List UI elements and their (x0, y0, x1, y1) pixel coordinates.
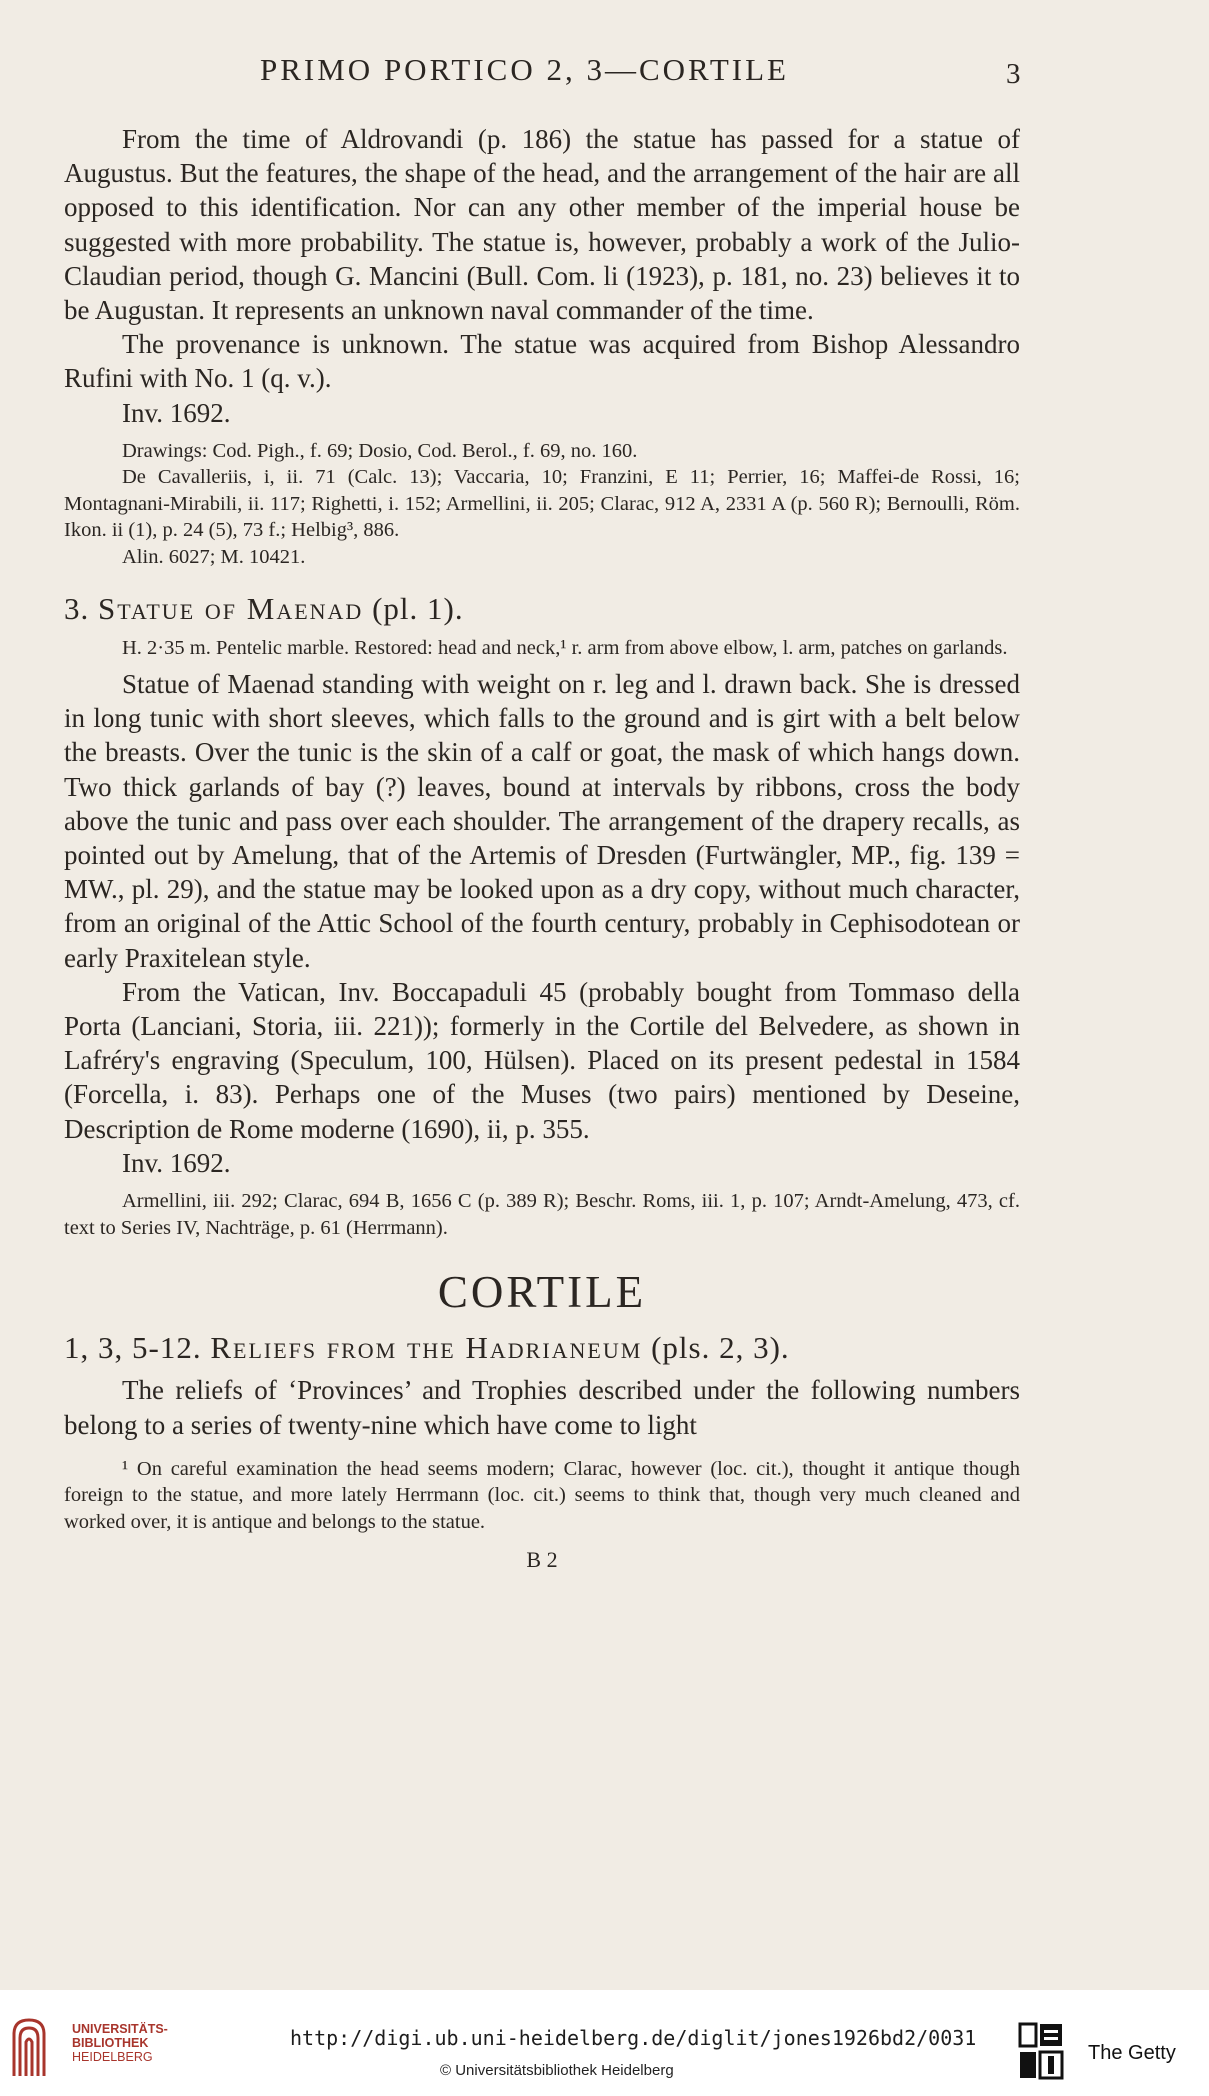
section-plate: (pls. 2, 3). (651, 1330, 790, 1366)
digitization-footer (0, 1990, 1209, 2096)
section-heading-reliefs (64, 1331, 1020, 1365)
bibliography-2 (64, 1188, 1020, 1241)
section-number: 3. (64, 591, 90, 627)
section-heading-maenad (64, 592, 1020, 626)
running-head (0, 52, 1209, 92)
measurements-note (64, 635, 1020, 662)
measurements-text: H. 2·35 m. Pentelic marble. Restored: head and neck,¹ r. arm from above elbow, l. arm, patches on garlands. (122, 636, 1008, 659)
inventory-number: Inv. 1692. (122, 1147, 231, 1178)
library-name (72, 2022, 168, 2064)
section-title: Statue of Maenad (98, 591, 364, 627)
bibliography-line: De Cavalleriis, i, ii. 71 (Calc. 13); Vaccaria, 10; Franzini, E 11; Perrier, 16; Maffei-de Rossi, 16; Montagnani-Mirabili, ii. 117; Righetti, i. 152; Armellini, ii. 205; Clarac, 912 A, 2331 A (p. 560 R); Bernoulli, Röm. Ikon. ii (1), p. 24 (5), 73 f.; Helbig³, 886. (64, 466, 1020, 542)
page-number: 3 (1006, 58, 1021, 90)
main-text (64, 122, 1020, 1578)
section-title: Reliefs from the Hadrianeum (210, 1330, 643, 1366)
library-logo-icon (10, 2016, 48, 2078)
section-plate: (pl. 1). (372, 591, 464, 627)
footnote-text: ¹ On careful examination the head seems modern; Clarac, however (loc. cit.), thought it antique though foreign to the statue, and more lately Herrmann (loc. cit.) seems to think that, though very much cleaned and worked over, it is antique and belongs to the statue. (64, 1457, 1020, 1533)
cortile-heading: CORTILE (437, 1267, 647, 1318)
getty-logo-icon (1018, 2020, 1068, 2082)
bibliography-line: Drawings: Cod. Pigh., f. 69; Dosio, Cod. Berol., f. 69, no. 160. (122, 439, 638, 462)
signature-mark: B 2 (526, 1547, 558, 1573)
bibliography-1 (64, 438, 1020, 571)
getty-name: The Getty (1088, 2042, 1176, 2064)
inventory-number: Inv. 1692. (122, 397, 231, 428)
footnote (64, 1456, 1020, 1536)
paragraph-reliefs: The reliefs of ‘Provinces’ and Trophies described under the following numbers belong to a series of twenty-nine which have come to light (64, 1375, 1020, 1440)
paragraph-augustus: From the time of Aldrovandi (p. 186) the statue has passed for a statue of Augustus. But the features, the shape of the head, and the arrangement of the hair are all opposed to this identification. Nor can any other member of the imperial house be suggested with more probability. The statue is, however, probably a work of the Julio-Claudian period, though G. Mancini (Bull. Com. li (1923), p. 181, no. 23) believes it to be Augustan. It represents an unknown naval commander of the time. (64, 124, 1020, 326)
library-line: UNIVERSITÄTS- (72, 2022, 168, 2036)
copyright-notice: © Universitätsbibliothek Heidelberg (440, 2062, 674, 2079)
library-line: HEIDELBERG (72, 2050, 153, 2064)
paragraph-provenance: The provenance is unknown. The statue was acquired from Bishop Alessandro Rufini with No. 1 (q. v.). (64, 329, 1020, 394)
running-head-title: PRIMO PORTICO 2, 3—CORTILE (260, 52, 789, 87)
permalink-url[interactable]: http://digi.ub.uni-heidelberg.de/diglit/jones1926bd2/0031 (290, 2026, 977, 2050)
paragraph-maenad-description: Statue of Maenad standing with weight on r. leg and l. drawn back. She is dressed in long tunic with short sleeves, which falls to the ground and is girt with a belt below the breasts. Over the tunic is the skin of a calf or goat, the mask of which hangs down. Two thick garlands of bay (?) leaves, bound at intervals by ribbons, cross the body above the tunic and pass over each shoulder. The arrangement of the drapery recalls, as pointed out by Amelung, that of the Artemis of Dresden (Furtwängler, MP., fig. 139 = MW., pl. 29), and the statue may be looked upon as a dry copy, without much character, from an original of the Attic School of the fourth century, probably in Cephisodotean or early Praxitelean style. (64, 669, 1020, 973)
bibliography-line: Armellini, iii. 292; Clarac, 694 B, 1656 C (p. 389 R); Beschr. Roms, iii. 1, p. 107; Arndt-Amelung, 473, cf. text to Series IV, Nachträge, p. 61 (Herrmann). (64, 1190, 1020, 1239)
section-number: 1, 3, 5-12. (64, 1330, 202, 1366)
bibliography-line: Alin. 6027; M. 10421. (122, 545, 306, 568)
library-line: BIBLIOTHEK (72, 2036, 149, 2050)
paragraph-maenad-provenance: From the Vatican, Inv. Boccapaduli 45 (probably bought from Tommaso della Porta (Lanciani, Storia, iii. 221)); formerly in the Cortile del Belvedere, as shown in Lafréry's engraving (Speculum, 100, Hülsen). Placed on its present pedestal in 1584 (Forcella, i. 83). Perhaps one of the Muses (two pairs) mentioned by Deseine, Description de Rome moderne (1690), ii, p. 355. (64, 976, 1020, 1144)
